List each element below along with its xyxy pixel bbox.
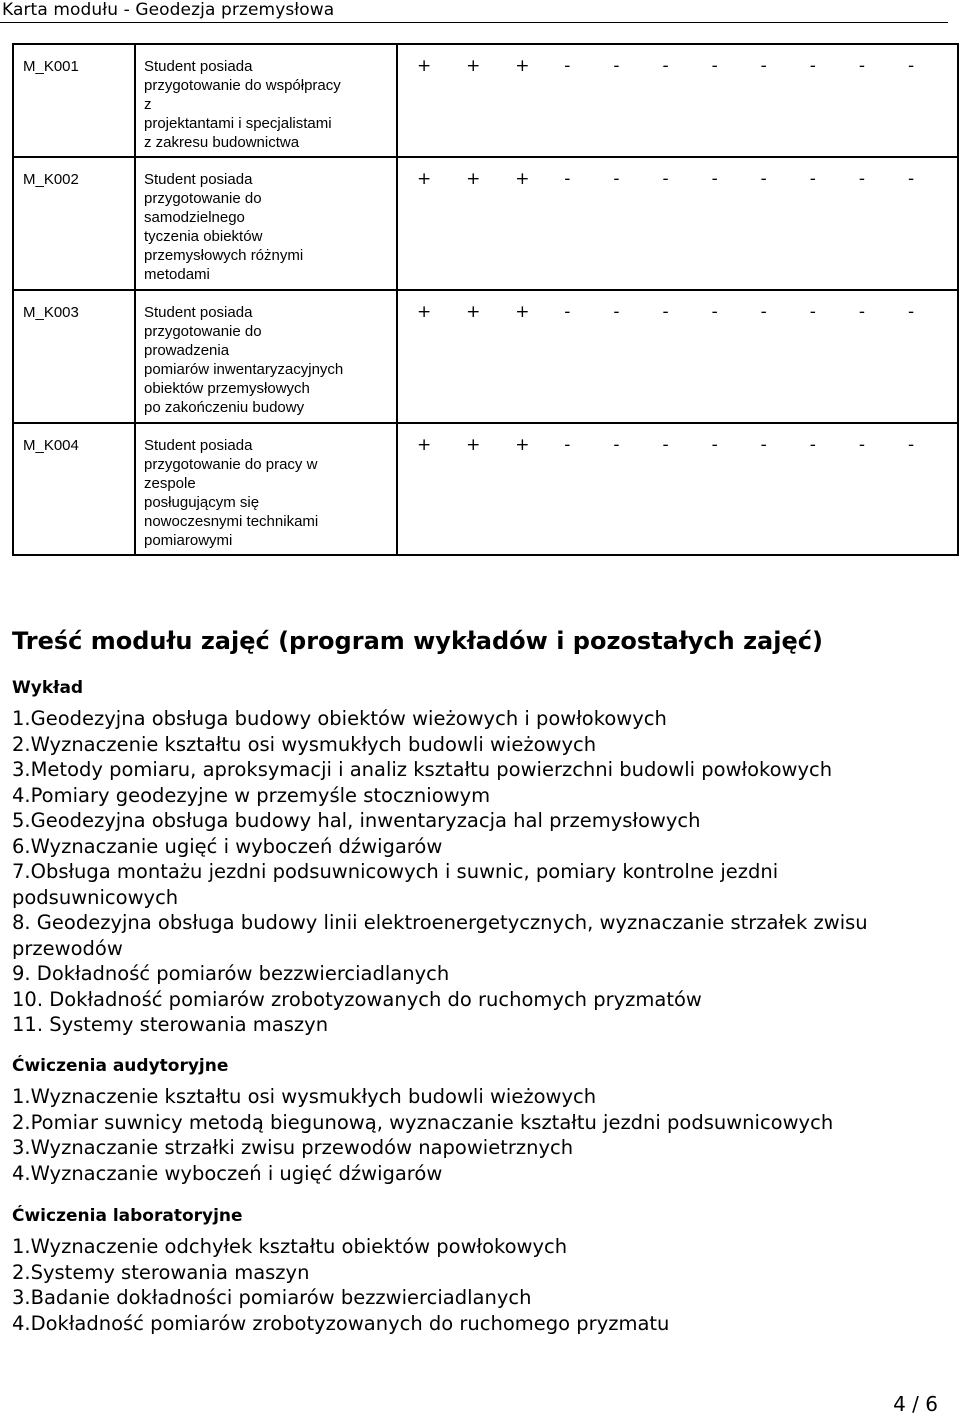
outcome-description-line: z	[144, 96, 152, 113]
outcome-row	[13, 290, 958, 423]
list-item: 5.Geodezyjna obsługa budowy hal, inwentaryzacja hal przemysłowych	[12, 809, 701, 832]
outcome-mark: -	[809, 435, 816, 455]
outcome-mark: +	[466, 56, 481, 76]
outcome-description-line: przygotowanie do pracy w	[144, 456, 318, 473]
lab-heading: Ćwiczenia laboratoryjne	[12, 1206, 243, 1226]
outcome-mark: -	[760, 302, 767, 322]
list-item: 3.Wyznaczanie strzałki zwisu przewodów napowietrznych	[12, 1136, 574, 1159]
list-item: 9. Dokładność pomiarów bezzwierciadlanych	[12, 962, 450, 985]
list-item: 2.Pomiar suwnicy metodą biegunową, wyznaczanie kształtu jezdni podsuwnicowych	[12, 1110, 834, 1134]
outcome-description-line: po zakończeniu budowy	[144, 399, 305, 416]
outcome-mark: -	[907, 302, 915, 322]
page-number: 4 / 6	[893, 1392, 938, 1416]
outcome-description-line: pomiarowymi	[144, 532, 233, 549]
outcome-mark: +	[417, 56, 432, 76]
lab-list	[12, 1234, 942, 1336]
outcome-mark: -	[760, 56, 767, 76]
list-item: 11. Systemy sterowania maszyn	[12, 1013, 329, 1036]
outcome-marks	[397, 157, 958, 290]
outcome-mark: -	[858, 169, 865, 189]
outcome-mark: -	[809, 302, 816, 322]
list-item: 10. Dokładność pomiarów zrobotyzowanych do ruchomych pryzmatów	[12, 987, 702, 1011]
list-item: 3.Badanie dokładności pomiarów bezzwierciadlanych	[12, 1286, 532, 1309]
outcome-mark: -	[564, 302, 571, 322]
outcome-description	[135, 290, 397, 423]
outcome-description	[135, 157, 397, 290]
outcome-description-line: Student posiada	[144, 171, 253, 188]
lecture-heading: Wykład	[12, 678, 84, 698]
outcome-mark: -	[858, 435, 865, 455]
outcome-mark: -	[662, 169, 669, 189]
outcome-mark: +	[466, 302, 481, 322]
list-item: 4.Dokładność pomiarów zrobotyzowanych do ruchomego pryzmatu	[12, 1311, 670, 1335]
section-title: Treść modułu zajęć (program wykładów i pozostałych zajęć)	[12, 627, 823, 655]
outcome-mark: -	[809, 56, 816, 76]
list-item: 2.Wyznaczenie kształtu osi wysmukłych budowli wieżowych	[12, 732, 597, 756]
list-item: 4.Pomiary geodezyjne w przemyśle stoczniowym	[12, 783, 491, 807]
outcome-marks	[397, 290, 958, 423]
outcome-description-line: tyczenia obiektów	[144, 228, 263, 245]
outcome-marks	[397, 44, 958, 157]
outcome-description-line: Student posiada	[144, 304, 253, 321]
outcome-mark: -	[662, 435, 669, 455]
outcome-description-line: obiektów przemysłowych	[144, 380, 310, 397]
outcome-mark: -	[613, 56, 620, 76]
outcome-row	[13, 44, 958, 157]
outcome-code: M_K003	[13, 290, 135, 423]
page-header-title: Karta modułu - Geodezja przemysłowa	[2, 0, 335, 20]
outcome-marks	[397, 423, 958, 555]
list-item: 7.Obsługa montażu jezdni podsuwnicowych i suwnic, pomiary kontrolne jezdni podsuwnicowych	[12, 860, 779, 909]
outcome-mark: -	[613, 169, 620, 189]
outcome-mark: -	[907, 435, 915, 455]
outcome-description-line: zespole	[144, 475, 196, 492]
outcome-row	[13, 423, 958, 555]
outcome-description-line: z zakresu budownictwa	[144, 134, 300, 151]
outcome-description-line: samodzielnego	[144, 209, 245, 226]
outcome-row	[13, 157, 958, 290]
outcome-description	[135, 44, 397, 157]
outcome-mark: -	[809, 169, 816, 189]
outcome-mark: +	[417, 302, 432, 322]
outcome-description-line: Student posiada	[144, 437, 253, 454]
outcome-mark: -	[613, 435, 620, 455]
outcome-mark: -	[858, 56, 865, 76]
outcome-description-line: przemysłowych różnymi	[144, 247, 304, 264]
outcome-mark: -	[613, 302, 620, 322]
outcome-description-line: przygotowanie do	[144, 323, 262, 340]
outcome-mark: -	[564, 435, 571, 455]
outcome-description-line: prowadzenia	[144, 342, 230, 359]
outcome-mark: +	[515, 56, 530, 76]
outcome-mark: +	[417, 169, 432, 189]
outcome-mark: -	[662, 56, 669, 76]
outcome-code: M_K002	[13, 157, 135, 290]
outcome-description-line: projektantami i specjalistami	[144, 115, 332, 132]
outcome-mark: +	[515, 169, 530, 189]
list-item: 1.Geodezyjna obsługa budowy obiektów wieżowych i powłokowych	[12, 707, 667, 730]
auditory-list	[12, 1084, 942, 1186]
outcome-description-line: nowoczesnymi technikami	[144, 513, 319, 530]
list-item: 3.Metody pomiaru, aproksymacji i analiz kształtu powierzchni budowli powłokowych	[12, 758, 833, 781]
outcome-mark: +	[417, 435, 432, 455]
outcome-mark: -	[907, 56, 915, 76]
header-divider	[0, 22, 948, 23]
outcome-description-line: przygotowanie do współpracy	[144, 77, 341, 94]
list-item: 1.Wyznaczenie odchyłek kształtu obiektów powłokowych	[12, 1235, 568, 1258]
outcome-mark: +	[466, 435, 481, 455]
outcome-mark: -	[711, 56, 718, 76]
outcome-mark: -	[662, 302, 669, 322]
lecture-list	[12, 706, 942, 1038]
outcome-description	[135, 423, 397, 555]
outcome-mark: +	[515, 302, 530, 322]
outcome-mark: +	[515, 435, 530, 455]
outcome-mark: +	[466, 169, 481, 189]
outcome-mark: -	[711, 302, 718, 322]
list-item: 8. Geodezyjna obsługa budowy linii elektroenergetycznych, wyznaczanie strzałek zwisu przewodów	[12, 911, 868, 960]
outcome-code: M_K004	[13, 423, 135, 555]
outcome-mark: -	[564, 56, 571, 76]
outcome-mark: -	[711, 169, 718, 189]
outcome-mark: -	[564, 169, 571, 189]
list-item: 1.Wyznaczenie kształtu osi wysmukłych budowli wieżowych	[12, 1085, 597, 1108]
list-item: 6.Wyznaczanie ugięć i wyboczeń dźwigarów	[12, 834, 443, 858]
outcome-mark: -	[711, 435, 718, 455]
outcome-description-line: pomiarów inwentaryzacyjnych	[144, 361, 344, 378]
outcome-description-line: Student posiada	[144, 58, 253, 75]
outcome-mark: -	[760, 169, 767, 189]
outcome-description-line: przygotowanie do	[144, 190, 262, 207]
learning-outcomes-table	[12, 43, 959, 556]
outcome-mark: -	[858, 302, 865, 322]
outcome-description-line: posługującym się	[144, 494, 260, 511]
list-item: 4.Wyznaczanie wyboczeń i ugięć dźwigarów	[12, 1161, 443, 1185]
outcome-description-line: metodami	[144, 266, 210, 283]
auditory-heading: Ćwiczenia audytoryjne	[12, 1056, 229, 1076]
outcome-mark: -	[760, 435, 767, 455]
list-item: 2.Systemy sterowania maszyn	[12, 1260, 310, 1284]
outcome-mark: -	[907, 169, 915, 189]
outcome-code: M_K001	[13, 44, 135, 157]
